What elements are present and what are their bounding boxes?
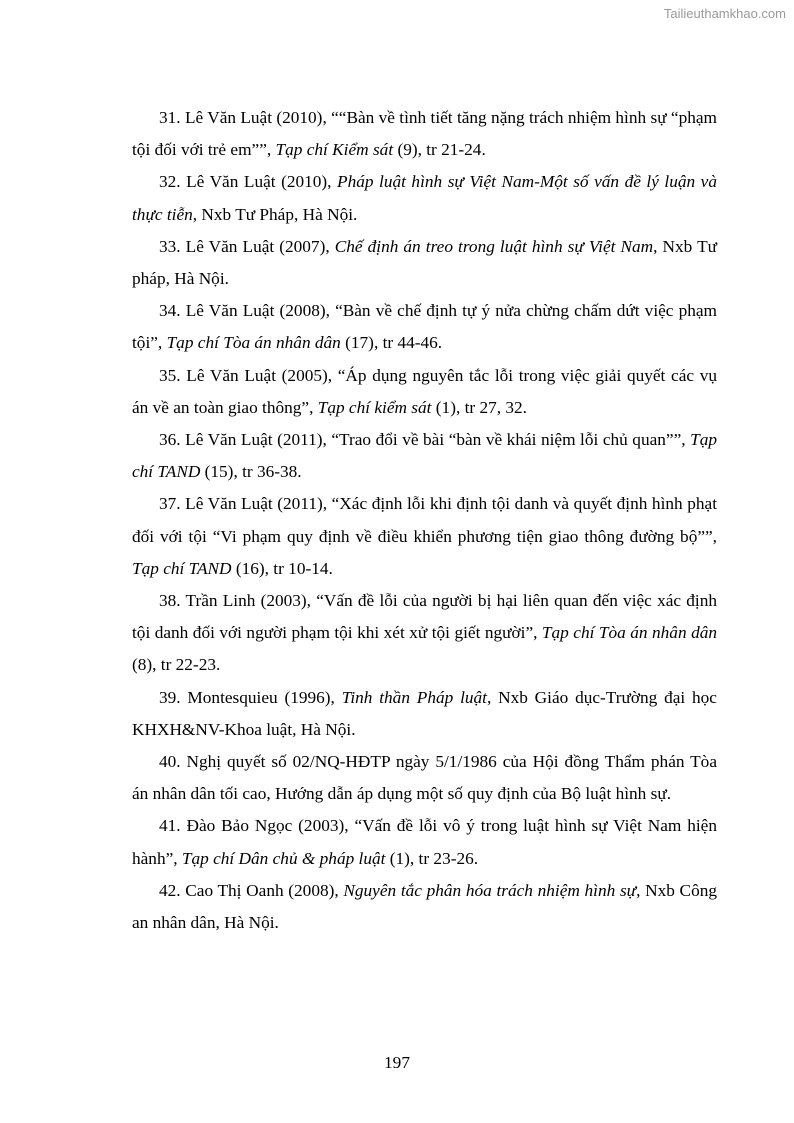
reference-title-italic: Pháp luật hình sự Việt Nam-Một số vấn đề lý luận và thực tiễn — [132, 172, 717, 224]
watermark: Tailieuthamkhao.com — [663, 6, 786, 21]
reference-text: , Nxb Công an nhân dân, Hà Nội. — [132, 880, 718, 933]
reference-text: (15), tr 36-38. — [200, 462, 302, 482]
reference-text: (8), tr 22-23. — [132, 655, 221, 675]
reference-text: 39. Montesquieu (1996), — [159, 687, 342, 707]
reference-entry — [132, 295, 717, 359]
reference-text: (17), tr 44-46. — [340, 333, 443, 353]
reference-title-italic: Tạp chí TAND — [132, 558, 232, 578]
reference-text: 37. Lê Văn Luật (2011), “Xác định lỗi khi định tội danh và quyết định hình phạt đối với tội “Vi phạm quy định về điều khiển phương tiện giao thông đường bộ””, — [132, 494, 717, 546]
reference-text: 33. Lê Văn Luật (2007), — [159, 236, 335, 256]
reference-title-italic: Tạp chí Tòa án nhân dân — [541, 623, 717, 643]
reference-text: 36. Lê Văn Luật (2011), “Trao đổi về bài “bàn về khái niệm lỗi chủ quan””, — [159, 430, 691, 450]
reference-title-italic: Tạp chí TAND — [132, 430, 717, 482]
reference-title-italic: Tinh thần Pháp luật — [341, 687, 487, 707]
reference-text: 42. Cao Thị Oanh (2008), — [159, 880, 344, 900]
reference-text: 34. Lê Văn Luật (2008), “Bàn về chế định tự ý nửa chừng chấm dứt việc phạm tội”, — [132, 301, 717, 353]
reference-title-italic: Tạp chí kiểm sát — [317, 397, 432, 417]
reference-title-italic: Tạp chí Kiểm sát — [275, 140, 394, 160]
reference-entry — [132, 231, 717, 295]
reference-entry — [132, 682, 717, 746]
reference-text: , Nxb Giáo dục-Trường đại học KHXH&NV-Khoa luật, Hà Nội. — [132, 687, 717, 739]
reference-text: 41. Đào Bảo Ngọc (2003), “Vấn đề lỗi vô ý trong luật hình sự Việt Nam hiện hành”, — [132, 816, 717, 868]
reference-entry — [132, 488, 717, 585]
reference-text: 31. Lê Văn Luật (2010), ““Bàn về tình tiết tăng nặng trách nhiệm hình sự “phạm tội đối với trẻ em””, — [132, 108, 717, 160]
reference-text: , Nxb Tư Pháp, Hà Nội. — [192, 204, 358, 224]
reference-list — [132, 102, 717, 939]
reference-text: , Nxb Tư pháp, Hà Nội. — [132, 236, 717, 289]
reference-text: 40. Nghị quyết số 02/NQ-HĐTP ngày 5/1/1986 của Hội đồng Thẩm phán Tòa án nhân dân tối cao, Hướng dẫn áp dụng một số quy định của Bộ luật hình sự. — [132, 752, 717, 804]
reference-title-italic: Tạp chí Tòa án nhân dân — [166, 333, 341, 353]
reference-text: (1), tr 23-26. — [385, 848, 479, 868]
reference-text: (16), tr 10-14. — [231, 558, 333, 578]
page-number: 197 — [384, 1053, 410, 1072]
reference-entry — [132, 585, 717, 682]
reference-text: (9), tr 21-24. — [393, 140, 486, 160]
reference-entry — [132, 424, 717, 488]
reference-entry — [132, 810, 717, 874]
reference-entry — [132, 102, 717, 166]
reference-entry — [132, 875, 717, 939]
reference-entry — [132, 166, 717, 230]
reference-entry — [132, 746, 717, 810]
reference-title-italic: Nguyên tắc phân hóa trách nhiệm hình sự — [343, 880, 637, 900]
reference-text: 32. Lê Văn Luật (2010), — [159, 172, 338, 192]
reference-text: 38. Trần Linh (2003), “Vấn đề lỗi của người bị hại liên quan đến việc xác định tội danh đối với người phạm tội khi xét xử tội giết người”, — [132, 591, 717, 643]
reference-text: (1), tr 27, 32. — [431, 397, 527, 417]
reference-title-italic: Chế định án treo trong luật hình sự Việt Nam — [334, 236, 654, 256]
reference-title-italic: Tạp chí Dân chủ & pháp luật — [181, 848, 386, 868]
reference-text: 35. Lê Văn Luật (2005), “Áp dụng nguyên tắc lỗi trong việc giải quyết các vụ án về an toàn giao thông”, — [132, 365, 717, 417]
reference-entry — [132, 360, 717, 424]
